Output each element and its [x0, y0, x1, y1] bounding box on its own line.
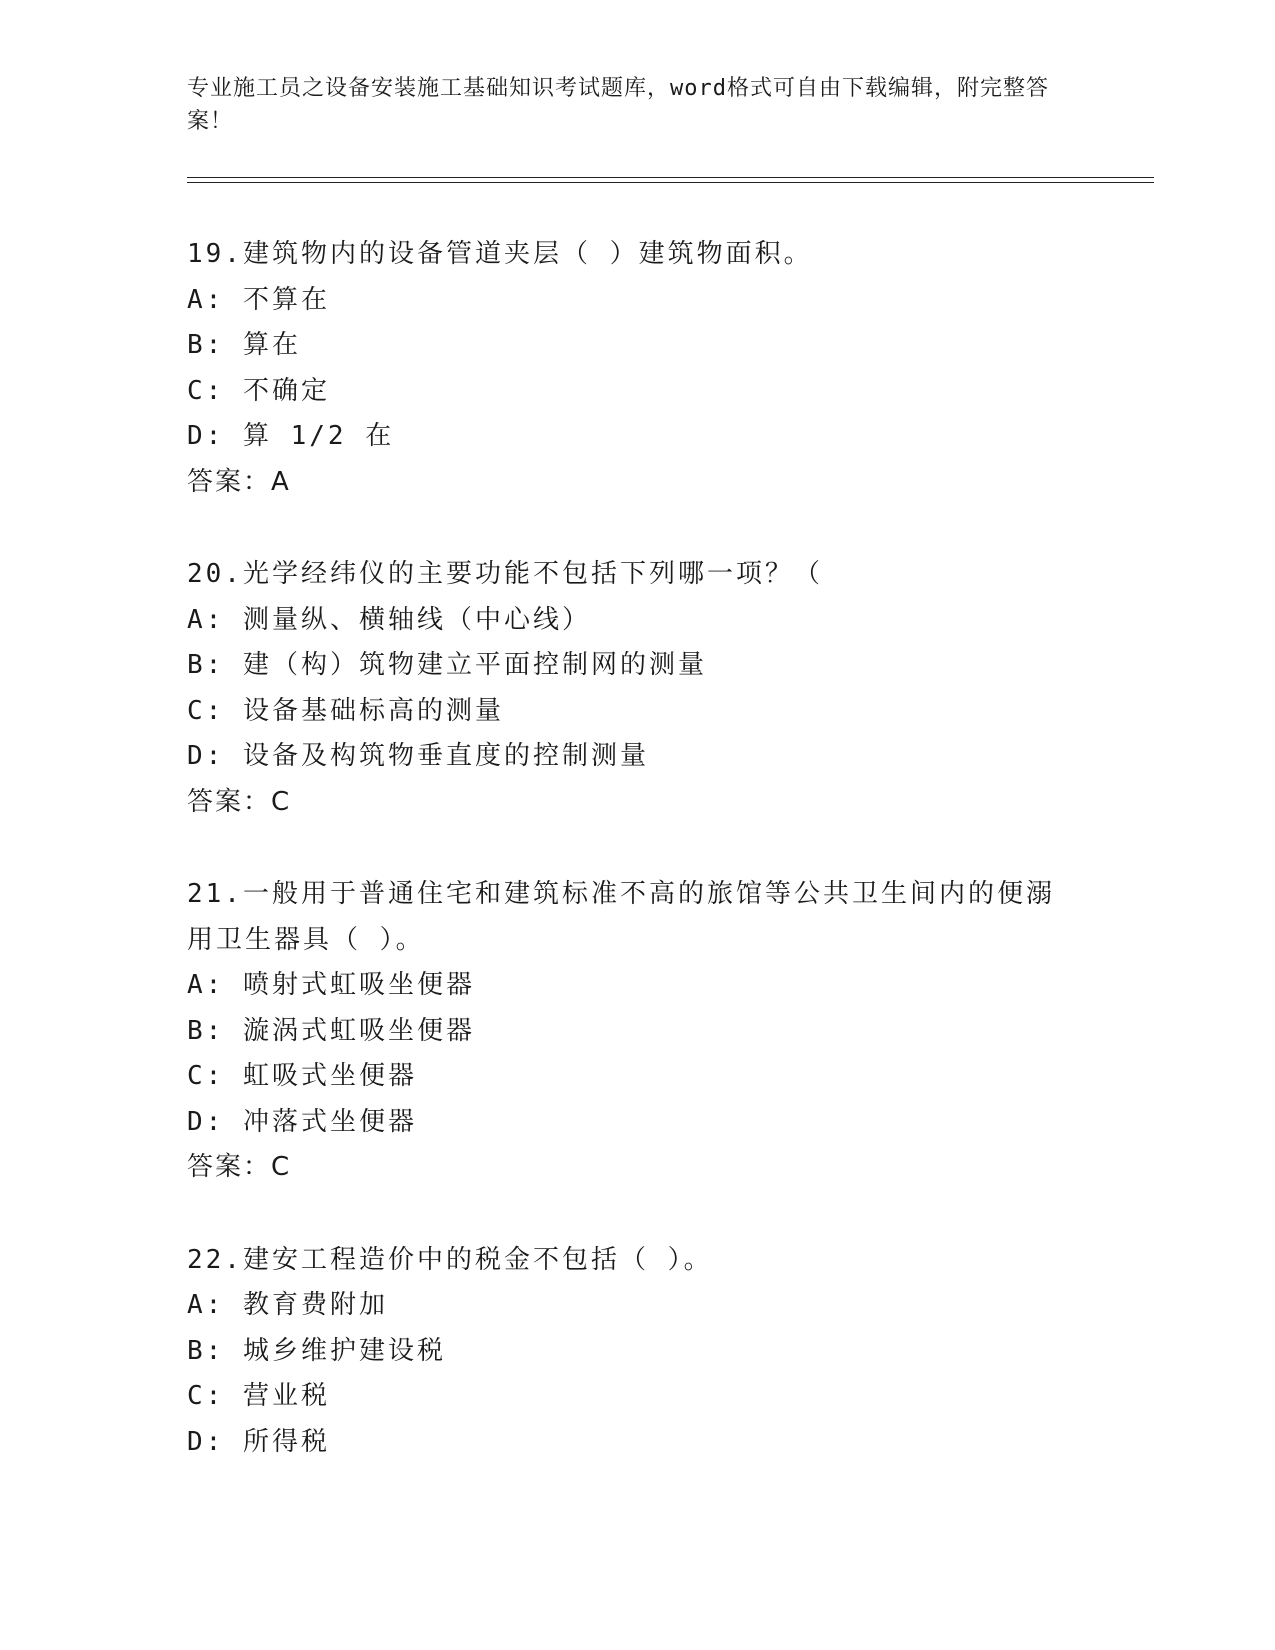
option-d: D: 算 1/2 在 — [187, 421, 395, 451]
option-a: A: 不算在 — [187, 284, 330, 315]
option-c: C: 设备基础标高的测量 — [187, 695, 504, 726]
header-rule-top — [187, 177, 1154, 178]
question-20 — [187, 552, 1087, 825]
question-list — [187, 232, 1087, 1512]
question-21 — [187, 872, 1087, 1191]
option-b: B: 漩涡式虹吸坐便器 — [187, 1015, 475, 1046]
option-d: D: 冲落式坐便器 — [187, 1106, 417, 1137]
option-d: D: 所得税 — [187, 1426, 330, 1457]
question-title: 21.一般用于普通住宅和建筑标准不高的旅馆等公共卫生间内的便溺用卫生器具（ ）。 — [187, 879, 1055, 955]
question-title: 20.光学经纬仪的主要功能不包括下列哪一项？（ — [187, 559, 823, 589]
option-b: B: 城乡维护建设税 — [187, 1335, 446, 1366]
option-a: A: 教育费附加 — [187, 1290, 388, 1320]
header-text: 专业施工员之设备安装施工基础知识考试题库，word格式可自由下载编辑，附完整答案！ — [187, 76, 1049, 134]
option-b: B: 算在 — [187, 330, 301, 360]
question-title: 22.建安工程造价中的税金不包括（ ）。 — [187, 1244, 713, 1275]
option-d: D: 设备及构筑物垂直度的控制测量 — [187, 741, 649, 771]
option-b: B: 建（构）筑物建立平面控制网的测量 — [187, 650, 707, 680]
option-c: C: 虹吸式坐便器 — [187, 1061, 417, 1091]
document-header — [187, 72, 1067, 138]
option-c: C: 营业税 — [187, 1381, 330, 1411]
question-19 — [187, 232, 1087, 505]
question-title: 19.建筑物内的设备管道夹层（ ）建筑物面积。 — [187, 239, 813, 269]
option-a: A: 喷射式虹吸坐便器 — [187, 970, 475, 1000]
answer-text: 答案：A — [187, 466, 291, 497]
option-a: A: 测量纵、横轴线（中心线） — [187, 604, 591, 635]
question-22 — [187, 1238, 1087, 1466]
header-rule-bottom — [187, 182, 1154, 183]
option-c: C: 不确定 — [187, 375, 330, 406]
answer-text: 答案：C — [187, 1152, 292, 1182]
answer-text: 答案：C — [187, 786, 292, 817]
